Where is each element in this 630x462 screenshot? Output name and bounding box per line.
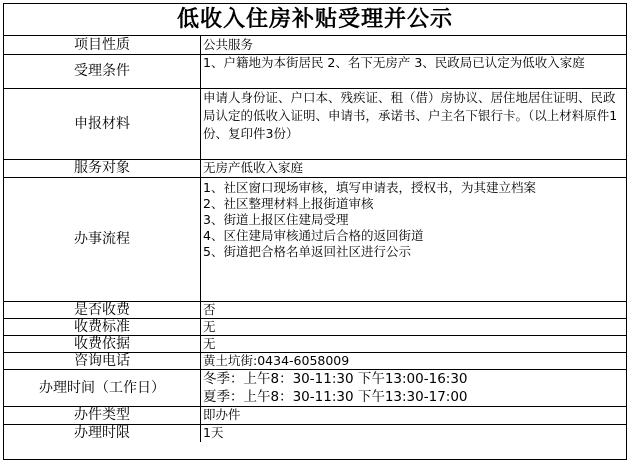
value-target: 无房产低收入家庭 xyxy=(201,159,627,177)
row-process xyxy=(4,177,626,301)
label-materials: 申报材料 xyxy=(4,88,201,159)
value-limit: 1天 xyxy=(201,424,627,442)
page-title: 低收入住房补贴受理并公示 xyxy=(4,4,626,36)
process-step: 3、街道上报区住建局受理 xyxy=(203,211,349,227)
value-process xyxy=(201,177,627,301)
row-conditions xyxy=(4,54,626,88)
label-type: 办件类型 xyxy=(4,406,201,424)
value-phone: 黄土坑街:0434-6058009 xyxy=(201,352,627,369)
row-limit xyxy=(4,424,626,442)
info-table xyxy=(4,36,626,442)
label-fee-standard: 收费标准 xyxy=(4,318,201,335)
process-step: 5、街道把合格名单返回社区进行公示 xyxy=(203,243,411,259)
value-conditions: 1、户籍地为本街居民 2、名下无房产 3、民政局已认定为低收入家庭 xyxy=(201,54,627,88)
label-fee-basis: 收费依据 xyxy=(4,335,201,352)
value-type: 即办件 xyxy=(201,406,627,424)
hours-winter: 冬季：上午8：30-11:30 下午13:00-16:30 xyxy=(203,370,468,387)
label-phone: 咨询电话 xyxy=(4,352,201,369)
process-step: 2、社区整理材料上报街道审核 xyxy=(203,195,374,211)
row-phone xyxy=(4,352,626,369)
value-materials: 申请人身份证、户口本、残疾证、租（借）房协议、居住地居住证明、民政局认定的低收入证明、申请书，承诺书、户主名下银行卡。（以上材料原件1份、复印件3份） xyxy=(201,88,627,159)
value-nature: 公共服务 xyxy=(201,36,627,54)
row-fee-basis xyxy=(4,335,626,352)
value-fee-basis: 无 xyxy=(201,335,627,352)
notice-sheet xyxy=(3,3,627,460)
row-fee-charged xyxy=(4,301,626,318)
row-nature xyxy=(4,36,626,54)
label-limit: 办理时限 xyxy=(4,424,201,442)
label-fee-charged: 是否收费 xyxy=(4,301,201,318)
hours-summer: 夏季：上午8：30-11:30 下午13:30-17:00 xyxy=(203,388,468,405)
row-materials xyxy=(4,88,626,159)
label-hours: 办理时间（工作日） xyxy=(4,369,201,406)
label-conditions: 受理条件 xyxy=(4,54,201,88)
value-fee-charged: 否 xyxy=(201,301,627,318)
row-hours xyxy=(4,369,626,406)
process-step: 1、社区窗口现场审核，填写申请表，授权书，为其建立档案 xyxy=(203,179,536,195)
row-fee-standard xyxy=(4,318,626,335)
row-target xyxy=(4,159,626,177)
row-type xyxy=(4,406,626,424)
value-hours xyxy=(201,369,627,406)
label-target: 服务对象 xyxy=(4,159,201,177)
value-fee-standard: 无 xyxy=(201,318,627,335)
process-step: 4、区住建局审核通过后合格的返回街道 xyxy=(203,227,424,243)
label-process: 办事流程 xyxy=(4,177,201,301)
label-nature: 项目性质 xyxy=(4,36,201,54)
